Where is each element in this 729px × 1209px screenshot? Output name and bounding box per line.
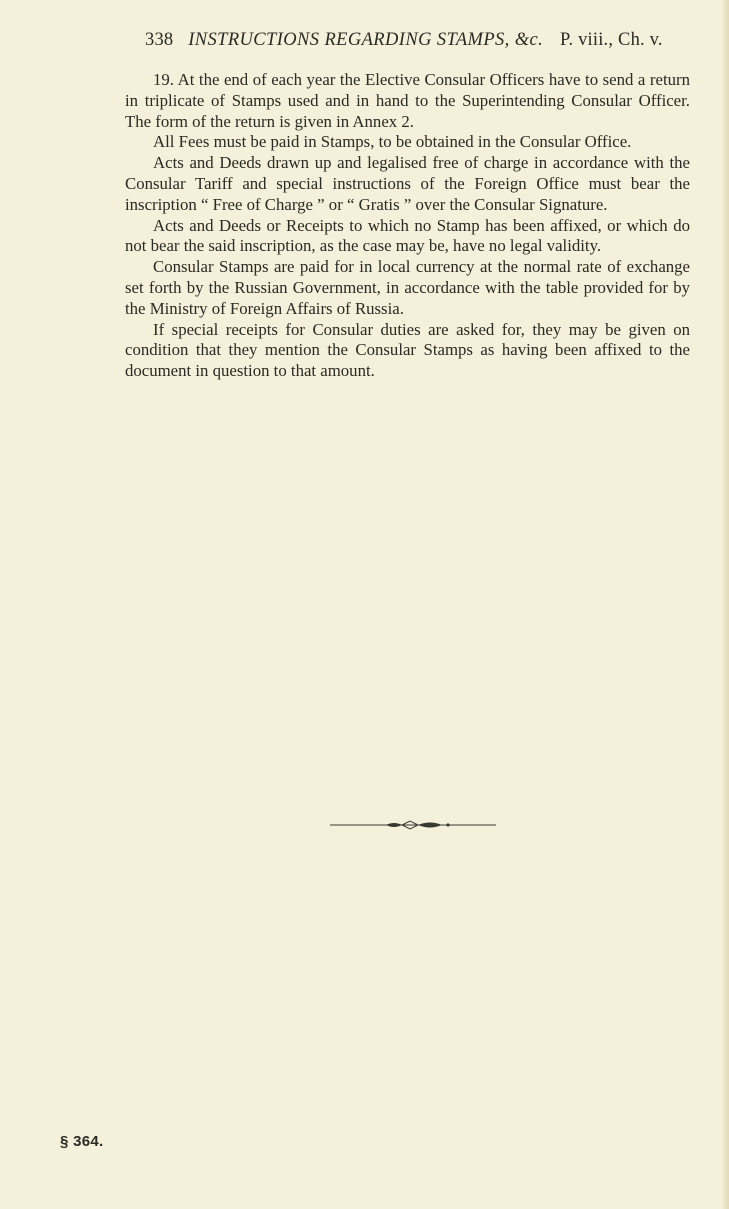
paragraph-fees: All Fees must be paid in Stamps, to be obtained in the Consular Office.: [153, 132, 632, 152]
section-reference: § 364.: [60, 1133, 104, 1150]
paragraph-free-of-charge: Acts and Deeds drawn up and legalised free of charge in accordance with the Consular Tariff and special instructions of the Foreign Office must bear the inscription “ Free of Charge ” or “ Gratis ” over the Consular Signature.: [125, 153, 690, 214]
paragraph-special-receipts: If special receipts for Consular duties are asked for, they may be given on condition that they mention the Consular Stamps as having been affixed to the document in question to that amount.: [125, 319, 690, 381]
section-end-ornament-icon: [330, 818, 496, 832]
page-edge-shadow: [723, 0, 729, 1209]
running-header: [145, 30, 690, 56]
chapter-reference: P. viii., Ch. v.: [560, 30, 663, 50]
paragraph-exchange-rate: Consular Stamps are paid for in local currency at the normal rate of exchange set forth by the Russian Government, in accordance with the table provided for by the Ministry of Foreign Affairs of Russia.: [125, 257, 690, 318]
body-text: [125, 70, 690, 382]
running-title: INSTRUCTIONS REGARDING STAMPS, &c.: [188, 30, 544, 50]
page-number: 338: [145, 30, 174, 50]
paragraph-legal-validity: Acts and Deeds or Receipts to which no Stamp has been affixed, or which do not bear the said inscription, as the case may be, have no legal validity.: [125, 215, 690, 256]
paragraph-19: 19. At the end of each year the Elective Consular Officers have to send a return in triplicate of Stamps used and in hand to the Superintending Consular Officer. The form of the return is given in Annex 2.: [125, 70, 690, 131]
